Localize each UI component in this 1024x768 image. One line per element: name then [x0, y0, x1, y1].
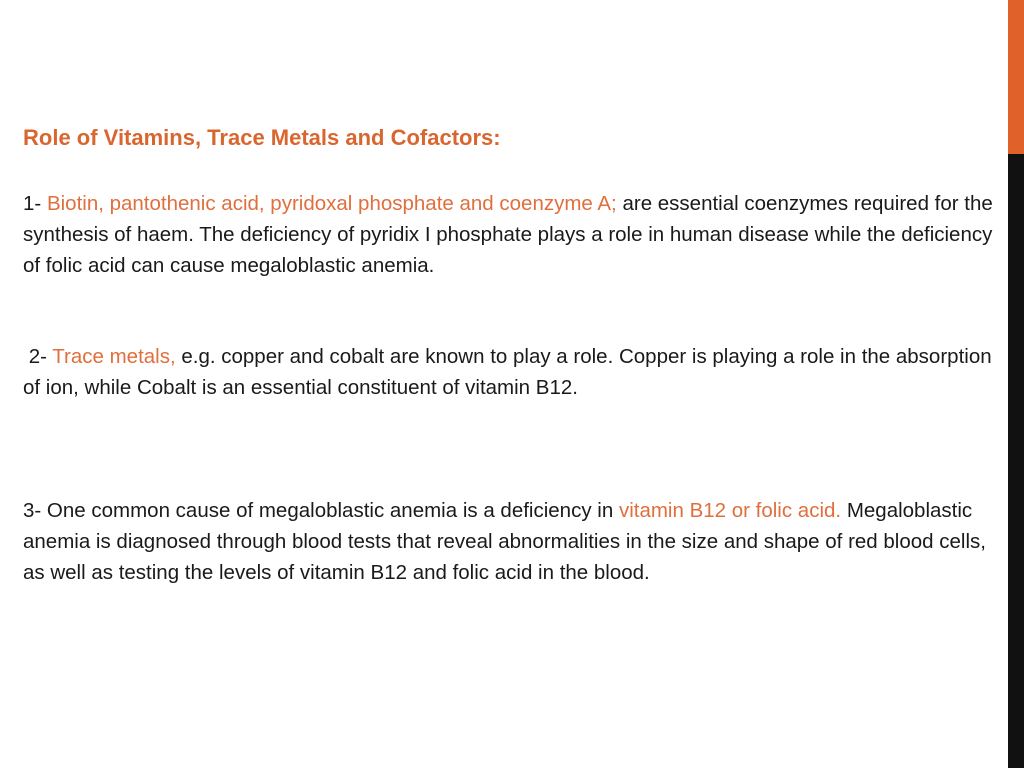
highlighted-term: vitamin B12 or folic acid.	[618, 499, 842, 522]
accent-bar-orange	[1008, 0, 1024, 154]
paragraph-megaloblastic-anemia	[23, 495, 1005, 588]
paragraph-prefix: 1-	[23, 192, 47, 215]
slide-title: Role of Vitamins, Trace Metals and Cofactors:	[23, 125, 501, 150]
paragraph-body: Megaloblastic anemia is diagnosed through blood tests that reveal abnormalities in the size and shape of red blood cells, as well as testing the levels of vitamin B12 and folic acid in the blood.	[23, 499, 986, 584]
paragraph-prefix: 2-	[23, 345, 53, 368]
accent-bar-dark	[1008, 154, 1024, 768]
highlighted-term: Trace metals,	[52, 345, 176, 368]
paragraph-body: are essential coenzymes required for the synthesis of haem. The deficiency of pyridix I phosphate plays a role in human disease while the deficiency of folic acid can cause megaloblastic anemia.	[23, 192, 993, 277]
highlighted-term: Biotin, pantothenic acid, pyridoxal phosphate and coenzyme A;	[46, 192, 617, 215]
paragraph-cofactors	[23, 188, 1005, 281]
paragraph-prefix: 3- One common cause of megaloblastic anemia is a deficiency in	[23, 499, 619, 522]
paragraph-trace-metals	[23, 341, 1005, 403]
paragraph-body: e.g. copper and cobalt are known to play a role. Copper is playing a role in the absorption of ion, while Cobalt is an essential constituent of vitamin B12.	[23, 345, 992, 399]
